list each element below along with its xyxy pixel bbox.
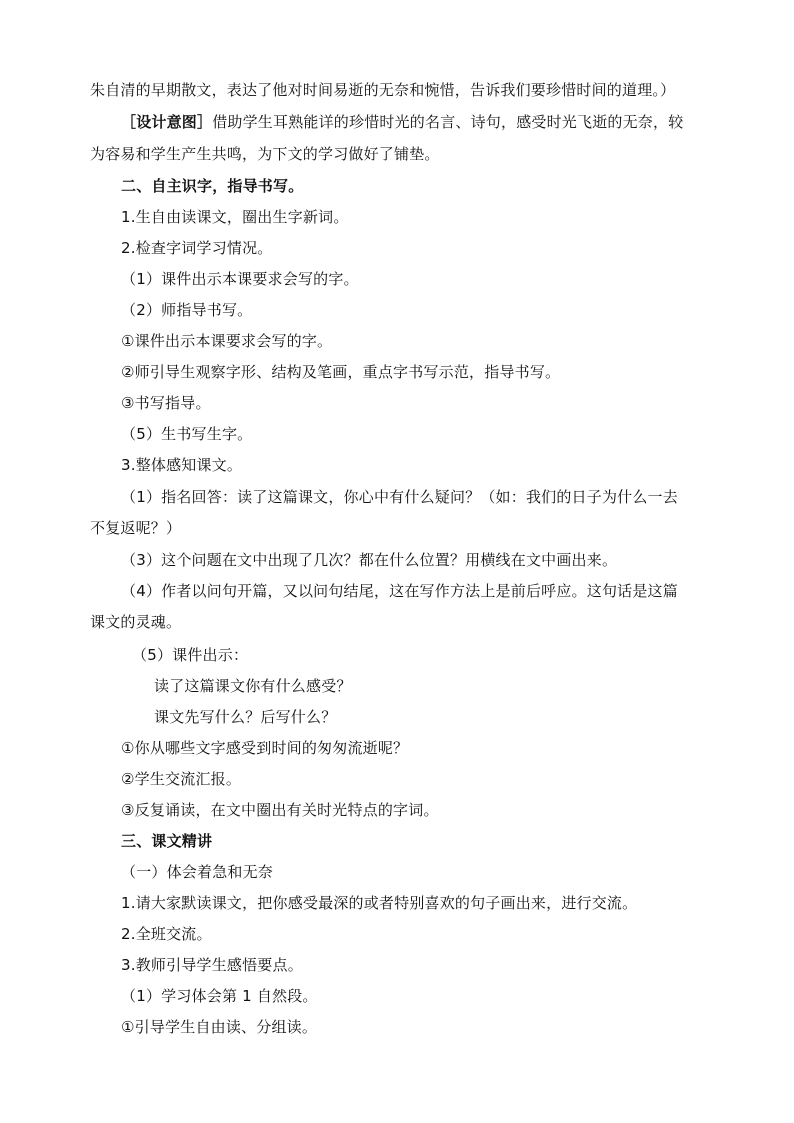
design-intent-line [121,112,741,132]
text-line: ①引导学生自由读、分组读。 [121,1018,318,1036]
text-line: ②师引导生观察字形、结构及笔画，重点字书写示范，指导书写。 [121,363,561,381]
text-line: 1.生自由读课文，圈出生字新词。 [121,208,349,226]
text-line: 不复返呢？） [90,519,182,537]
text-line: 借助学生耳熟能详的珍惜时光的名言、诗句，感受时光飞逝的无奈，较 [212,113,684,131]
section-heading: 二、自主识字，指导书写。 [121,177,304,195]
text-line: ①课件出示本课要求会写的字。 [121,332,333,350]
text-line: （5）生书写生字。 [121,425,253,443]
text-line: 课文的灵魂。 [90,613,182,631]
text-line: （一）体会着急和无奈 [121,863,274,881]
text-line: 3.教师引导学生感悟要点。 [121,956,303,974]
text-line: 课文先写什么？后写什么？ [154,708,337,726]
text-line: 1.请大家默读课文，把你感受最深的或者特别喜欢的句子画出来，进行交流。 [121,894,638,912]
text-line: （5）课件出示： [132,646,249,664]
text-line: ③书写指导。 [121,394,211,412]
section-heading: 三、课文精讲 [121,832,213,850]
text-line: 2.全班交流。 [121,925,212,943]
text-line: （2）师指导书写。 [121,301,253,319]
text-line: 2.检查字词学习情况。 [121,239,273,257]
text-line: ②学生交流汇报。 [121,770,242,788]
text-line: （1）课件出示本课要求会写的字。 [121,270,359,288]
text-line: （4）作者以问句开篇，又以问句结尾，这在写作方法上是前后呼应。这句话是这篇 [121,582,678,600]
text-line: （3）这个问题在文中出现了几次？都在什么位置？用横线在文中画出来。 [121,551,618,569]
text-line: ①你从哪些文字感受到时间的匆匆流逝呢？ [121,739,409,757]
text-line: 读了这篇课文你有什么感受？ [154,677,352,695]
design-intent-tag: ［设计意图］ [121,113,213,131]
text-line: 朱自清的早期散文，表达了他对时间易逝的无奈和惋惜，告诉我们要珍惜时间的道理。） [90,81,676,99]
text-line: 3.整体感知课文。 [121,456,243,474]
text-line: ③反复诵读，在文中圈出有关时光特点的字词。 [121,801,439,819]
text-line: （1）学习体会第 1 自然段。 [121,987,318,1005]
text-line: （1）指名回答：读了这篇课文，你心中有什么疑问？（如：我们的日子为什么一去 [121,488,678,506]
text-line: 为容易和学生产生共鸣，为下文的学习做好了铺垫。 [90,145,440,163]
